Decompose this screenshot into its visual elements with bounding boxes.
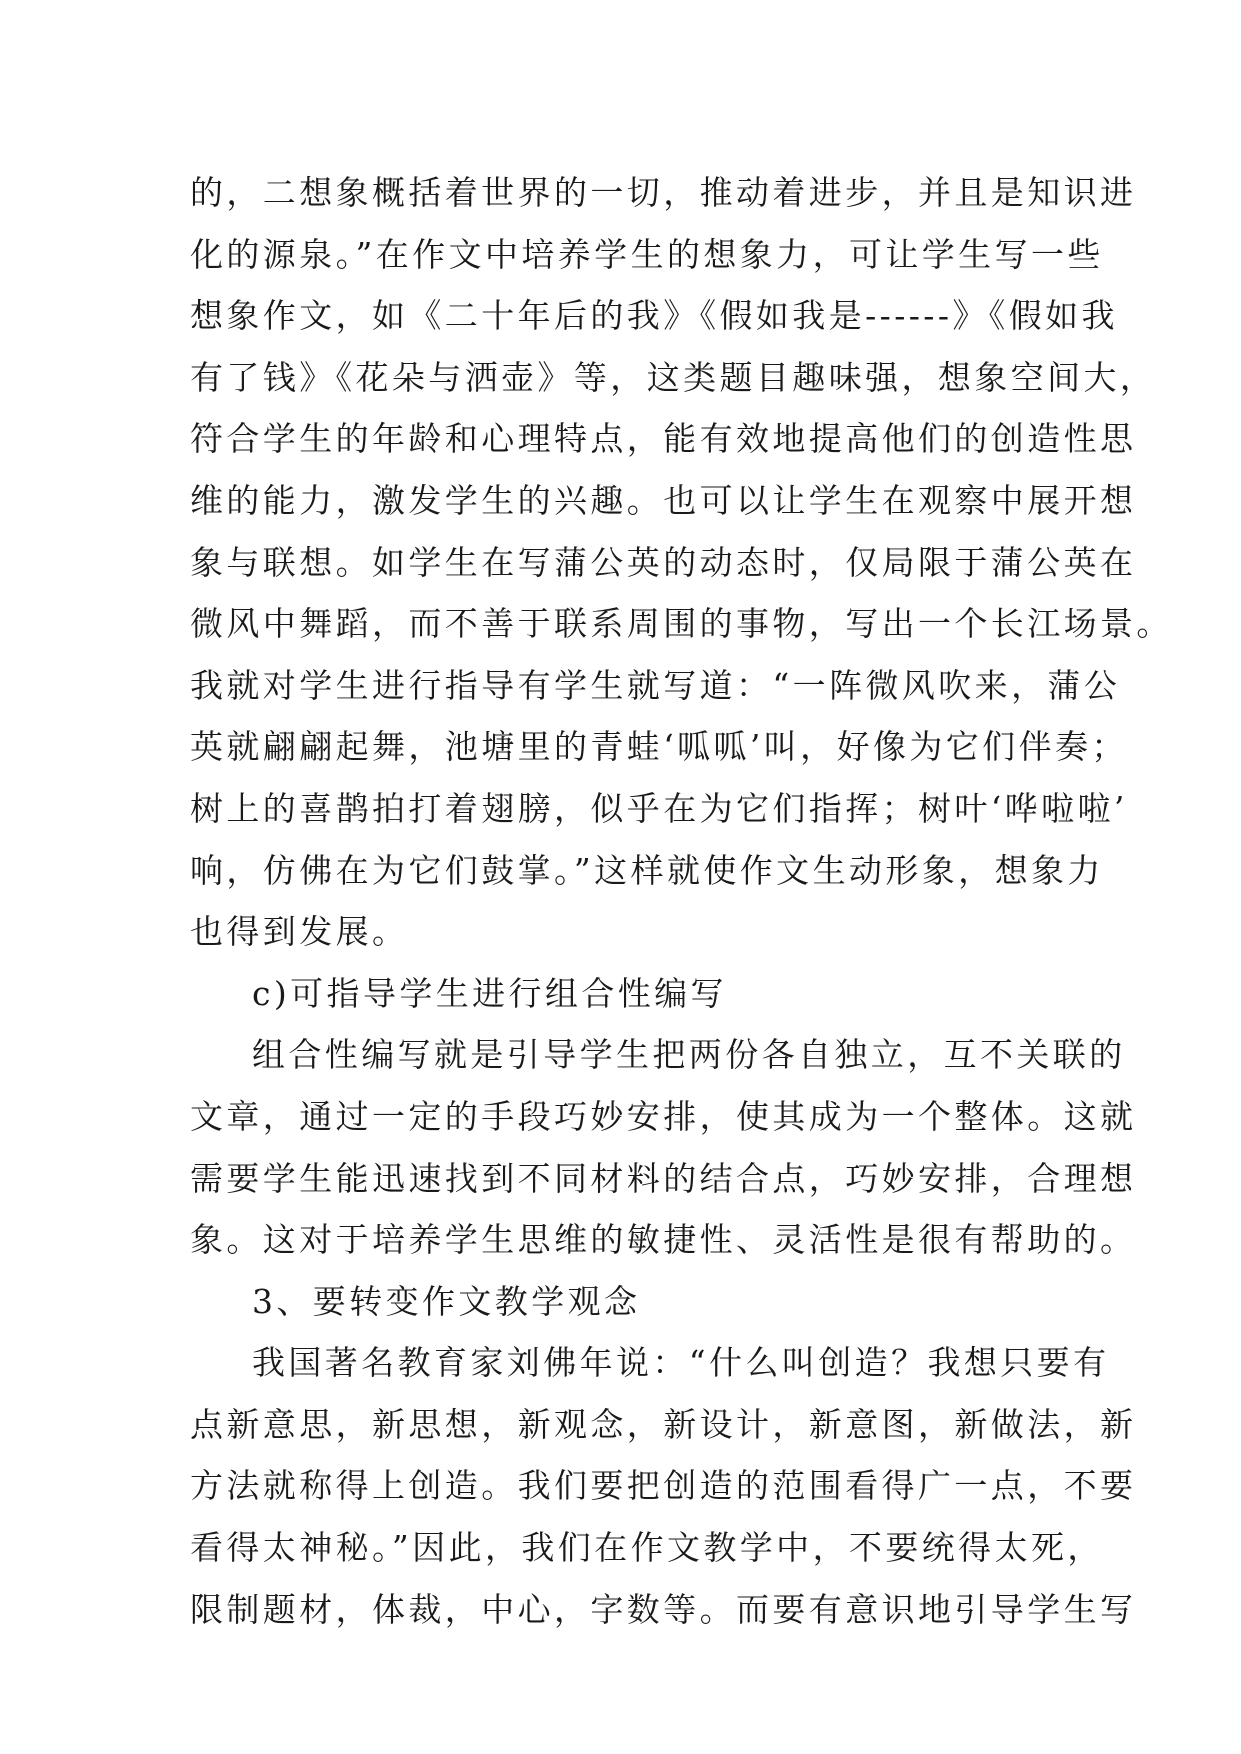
text-line: 象。这对于培养学生思维的敏捷性、灵活性是很有帮助的。: [190, 1220, 1137, 1260]
text-line: 限制题材，体裁，中心，字数等。而要有意识地引导学生写: [190, 1589, 1137, 1629]
text-line: 响，仿佛在为它们鼓掌。”这样就使作文生动形象，想象力: [190, 850, 1104, 890]
text-line: 化的源泉。”在作文中培养学生的想象力，可让学生写一些: [190, 234, 1104, 274]
text-line: 的，二想象概括着世界的一切，推动着进步，并且是知识进: [190, 173, 1137, 212]
text-line: 点新意思，新思想，新观念，新设计，新意图，新做法，新: [190, 1404, 1137, 1444]
text-line: 需要学生能迅速找到不同材料的结合点，巧妙安排，合理想: [190, 1158, 1137, 1198]
text-line: 符合学生的年龄和心理特点，能有效地提高他们的创造性思: [190, 419, 1137, 459]
text-line: 有了钱》《花朵与洒壶》等，这类题目趣味强，想象空间大，: [190, 357, 1157, 397]
text-line: 我就对学生进行指导有学生就写道：“一阵微风吹来，蒲公: [190, 665, 1121, 705]
text-line: 也得到发展。: [190, 912, 409, 952]
text-line: c)可指导学生进行组合性编写: [252, 973, 727, 1013]
body-text: [190, 162, 1173, 1640]
text-line: 组合性编写就是引导学生把两份各自独立，互不关联的: [252, 1035, 1126, 1075]
text-line: 英就翩翩起舞，池塘里的青蛙‘呱呱’叫，好像为它们伴奏；: [190, 727, 1128, 767]
text-line: 3、要转变作文教学观念: [252, 1281, 641, 1321]
text-line: 树上的喜鹊拍打着翅膀，似乎在为它们指挥；树叶‘哗啦啦’: [190, 788, 1128, 828]
text-line: 想象作文，如《二十年后的我》《假如我是------》《假如我: [190, 296, 1118, 336]
text-line: 维的能力，激发学生的兴趣。也可以让学生在观察中展开想: [190, 480, 1137, 520]
text-line: 看得太神秘。”因此，我们在作文教学中，不要统得太死，: [190, 1528, 1104, 1568]
text-line: 方法就称得上创造。我们要把创造的范围看得广一点，不要: [190, 1466, 1137, 1506]
text-line: 文章，通过一定的手段巧妙安排，使其成为一个整体。这就: [190, 1096, 1137, 1136]
text-line: 我国著名教育家刘佛年说：“什么叫创造？我想只要有: [252, 1343, 1110, 1383]
text-line: 微风中舞蹈，而不善于联系周围的事物，写出一个长江场景。: [190, 604, 1173, 644]
text-line: 象与联想。如学生在写蒲公英的动态时，仅局限于蒲公英在: [190, 542, 1137, 582]
